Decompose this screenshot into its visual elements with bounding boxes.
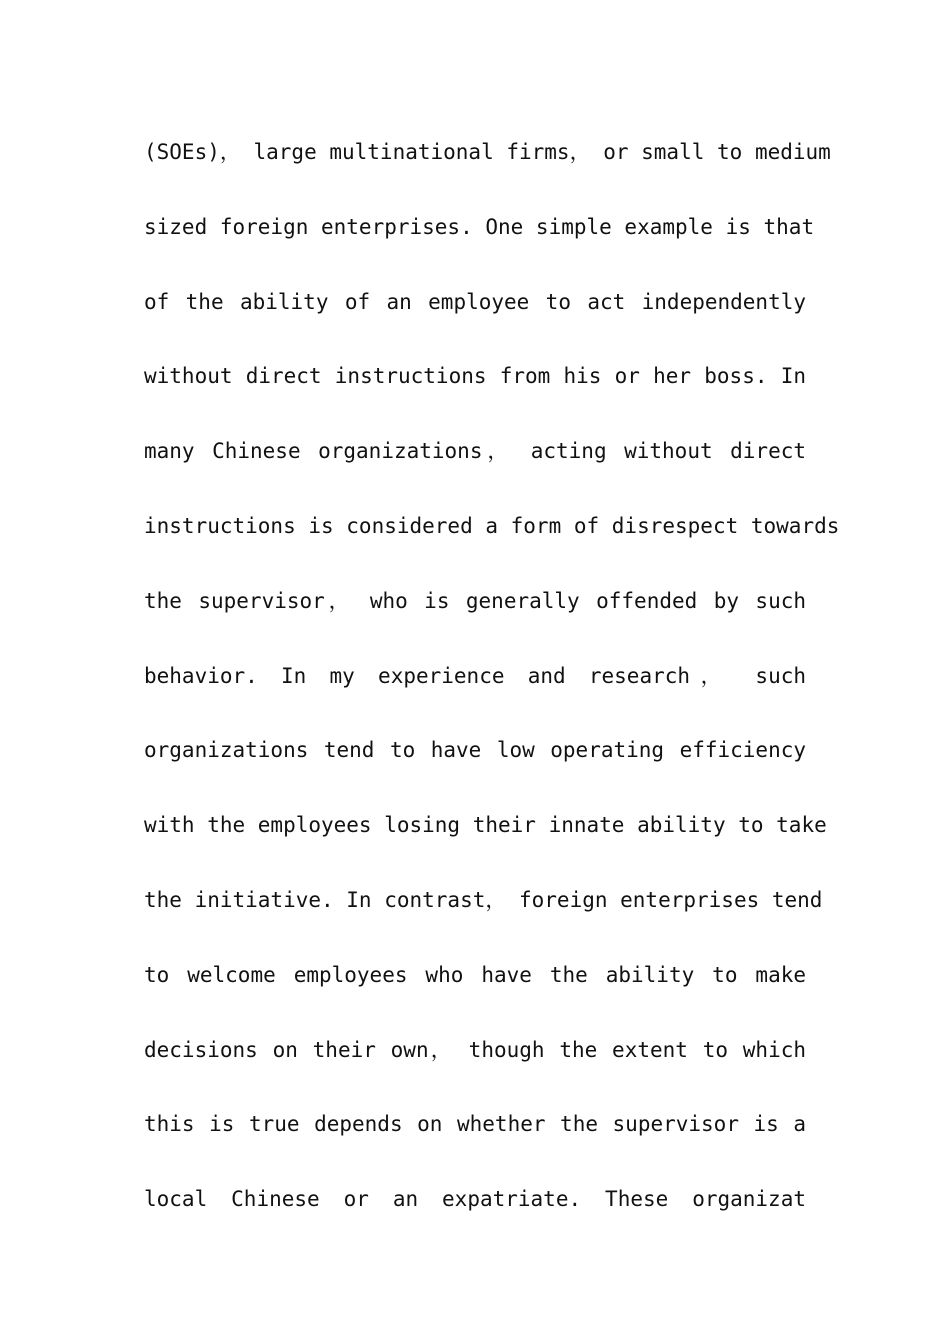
text-line: without direct instructions from his or her boss. In xyxy=(144,364,806,389)
text-line: behavior. In my experience and research， such xyxy=(144,663,806,688)
text-line: with the employees losing their innate ability to take xyxy=(144,813,827,838)
text-line: many Chinese organizations， acting without direct xyxy=(144,439,806,464)
text-line: sized foreign enterprises. One simple example is that xyxy=(144,214,815,239)
text-line: instructions is considered a form of disrespect towards xyxy=(144,513,840,538)
text-line: decisions on their own， though the extent to which xyxy=(144,1037,806,1062)
text-line: this is true depends on whether the supervisor is a xyxy=(144,1112,806,1137)
text-line: the supervisor， who is generally offended by such xyxy=(144,588,806,613)
text-line: (SOEs)， large multinational firms， or small to medium xyxy=(144,140,831,164)
text-line: the initiative. In contrast， foreign enterprises tend xyxy=(144,887,823,912)
text-line: of the ability of an employee to act independently xyxy=(144,289,806,314)
body-paragraph xyxy=(144,133,840,1255)
text-line: organizations tend to have low operating efficiency xyxy=(144,738,806,763)
text-line: local Chinese or an expatriate. These organizat xyxy=(144,1187,806,1212)
text-line: to welcome employees who have the ability to make xyxy=(144,962,806,987)
